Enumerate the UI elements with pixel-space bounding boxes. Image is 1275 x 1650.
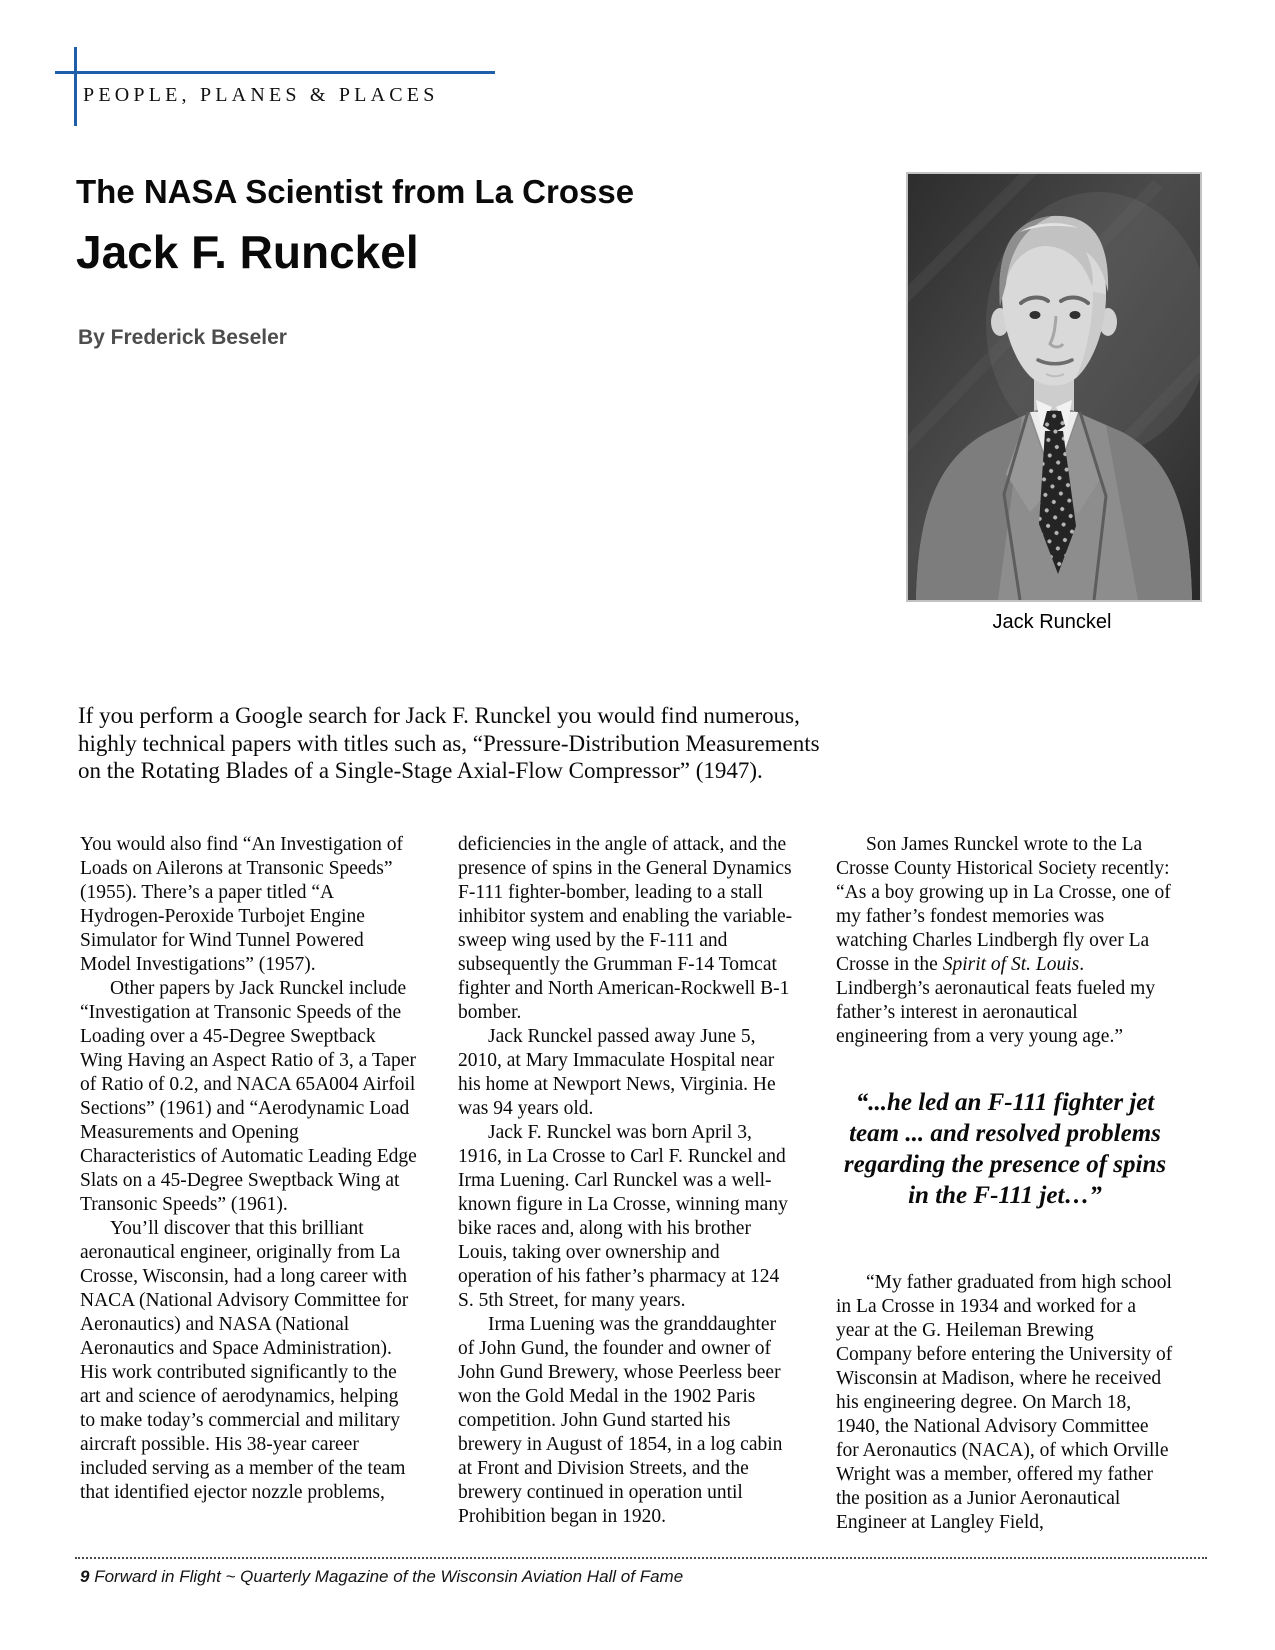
body-paragraph: You’ll discover that this brilliant aeronautical engineer, originally from La Crosse, Wisconsin, had a long career with NACA (National Advisory Committee for Aeronautics) and NASA (National Aeronautics and Space Administration). His work contributed significantly to the art and science of aerodynamics, helping to make today’s commercial and military aircraft possible. His 38-year career included serving as a member of the team that identified ejector nozzle problems, [80, 1218, 409, 1503]
article-body [80, 833, 1180, 1535]
article-kicker: The NASA Scientist from La Crosse [76, 173, 635, 210]
pull-quote: “...he led an F-111 fighter jet team ... and resolved problems regarding the presence of spins in the F-111 jet…” [843, 1089, 1167, 1209]
magazine-name: Forward in Flight ~ Quarterly Magazine of the Wisconsin Aviation Hall of Fame [94, 1567, 684, 1586]
body-paragraph: Jack F. Runckel was born April 3, 1916, in La Crosse to Carl F. Runckel and Irma Luening. Carl Runckel was a well-known figure in La Crosse, winning many bike races and, along with his brother Louis, taking over ownership and operation of his father’s pharmacy at 124 S. 5th Street, for many years. [458, 1122, 788, 1311]
body-paragraph: Irma Luening was the granddaughter of John Gund, the founder and owner of John Gund Brewery, whose Peerless beer won the Gold Medal in the 1902 Paris competition. John Gund started his brewery in August of 1854, in a log cabin at Front and Division Streets, and the brewery continued in operation until Prohibition began in 1920. [458, 1314, 783, 1527]
page-number: 9 [80, 1567, 90, 1586]
column-3 [836, 833, 1174, 1535]
column-1 [80, 833, 418, 1535]
body-paragraph: Other papers by Jack Runckel include “Investigation at Transonic Speeds of the Loading over a 45-Degree Sweptback Wing Having an Aspect Ratio of 3, a Taper of Ratio of 0.2, and NACA 65A004 Airfoil Sections” (1961) and “Aerodynamic Load Measurements and Opening Characteristics of Automatic Leading Edge Slats on a 45-Degree Sweptback Wing at Transonic Speeds” (1961). [80, 978, 417, 1215]
footer-divider [75, 1557, 1207, 1559]
intro-paragraph: If you perform a Google search for Jack F. Runckel you would find numerous, highly technical papers with titles such as, “Pressure-Distribution Measurements on the Rotating Blades of a Single-Stage Axial-Flow Compressor” (1947). [78, 703, 820, 783]
paragraph-text: Son James Runckel wrote to the La Crosse County Historical Society recently: “As a boy growing up in La Crosse, one of my father’s fondest memories was watching Charles Lindbergh fly over La Crosse in the [836, 834, 1171, 975]
portrait-photo [906, 172, 1198, 634]
footer [80, 1567, 683, 1587]
body-paragraph [836, 833, 1174, 1049]
italic-book-title: Spirit of St. Louis [942, 954, 1080, 975]
body-paragraph: deficiencies in the angle of attack, and the presence of spins in the General Dynamics F-111 fighter-bomber, leading to a stall inhibitor system and enabling the variable-sweep wing used by the F-111 and subsequently the Grumman F-14 Tomcat fighter and North American-Rockwell B-1 bomber. [458, 834, 793, 1023]
header-rule-vertical [74, 47, 77, 126]
body-paragraph: Jack Runckel passed away June 5, 2010, at Mary Immaculate Hospital near his home at Newport News, Virginia. He was 94 years old. [458, 1026, 776, 1119]
portrait-image [906, 172, 1202, 602]
article-byline: By Frederick Beseler [78, 326, 287, 349]
paragraph-text: . Lindbergh’s aeronautical feats fueled my father’s interest in aeronautical engineering from a very young age.” [836, 954, 1156, 1047]
header-rule-horizontal [55, 71, 495, 74]
section-title: PEOPLE, PLANES & PLACES [83, 84, 439, 106]
body-paragraph: You would also find “An Investigation of Loads on Ailerons at Transonic Speeds” (1955). There’s a paper titled “A Hydrogen-Peroxide Turbojet Engine Simulator for Wind Tunnel Powered Model Investigations” (1957). [80, 834, 403, 975]
column-2 [458, 833, 796, 1535]
photo-caption: Jack Runckel [992, 611, 1112, 633]
body-paragraph: “My father graduated from high school in La Crosse in 1934 and worked for a year at the G. Heileman Brewing Company before entering the University of Wisconsin at Madison, where he received his engineering degree. On March 18, 1940, the National Advisory Committee for Aeronautics (NACA), of which Orville Wright was a member, offered my father the position as a Junior Aeronautical Engineer at Langley Field, [836, 1272, 1173, 1533]
article-title: Jack F. Runckel [76, 226, 419, 278]
